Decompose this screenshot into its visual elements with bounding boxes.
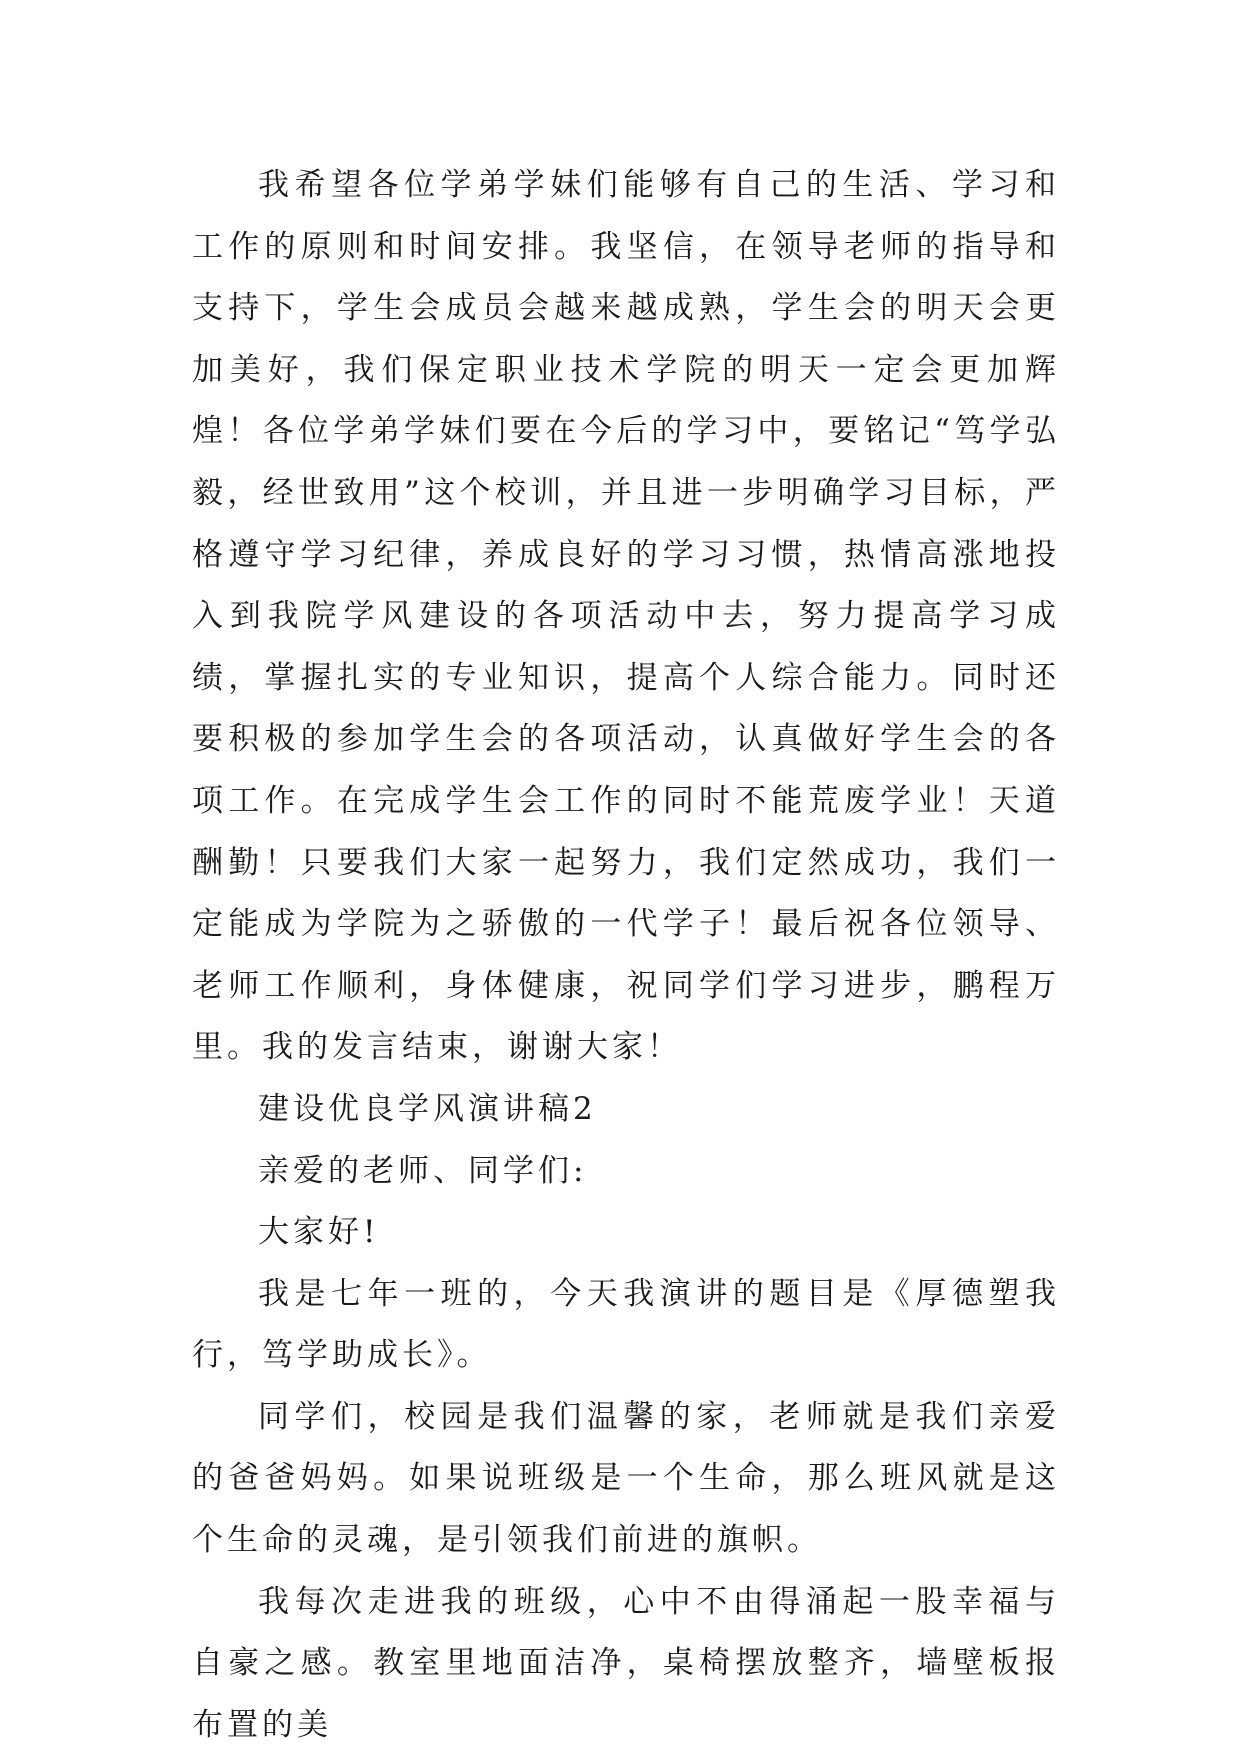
document-body — [192, 155, 1060, 1756]
paragraph-classroom: 我每次走进我的班级，心中不由得涌起一股幸福与自豪之感。教室里地面洁净，桌椅摆放整齐，墙壁板报布置的美 — [192, 1583, 1060, 1743]
salutation: 亲爱的老师、同学们: — [258, 1152, 588, 1189]
paragraph-campus-home: 同学们，校园是我们温馨的家，老师就是我们亲爱的爸爸妈妈。如果说班级是一个生命，那么班风就是这个生命的灵魂，是引领我们前进的旗帜。 — [192, 1398, 1060, 1559]
paragraph-closing-remarks: 我希望各位学弟学妹们能够有自己的生活、学习和工作的原则和时间安排。我坚信，在领导老师的指导和支持下，学生会成员会越来越成熟，学生会的明天会更加美好，我们保定职业技术学院的明天一定会更加辉煌！各位学弟学妹们要在今后的学习中，要铭记“笃学弘毅，经世致用”这个校训，并且进一步明确学习目标，严格遵守学习纪律，养成良好的学习习惯，热情高涨地投入到我院学风建设的各项活动中去，努力提高学习成绩，掌握扎实的专业知识，提高个人综合能力。同时还要积极的参加学生会的各项活动，认真做好学生会的各项工作。在完成学生会工作的同时不能荒废学业！天道酬勤！只要我们大家一起努力，我们定然成功，我们一定能成为学院为之骄傲的一代学子！最后祝各位领导、老师工作顺利，身体健康，祝同学们学习进步，鹏程万里。我的发言结束，谢谢大家！ — [192, 167, 1060, 1066]
paragraph-speech-title: 我是七年一班的，今天我演讲的题目是《厚德塑我行，笃学助成长》。 — [192, 1275, 1060, 1374]
greeting: 大家好! — [258, 1214, 380, 1251]
section-heading: 建设优良学风演讲稿2 — [258, 1090, 597, 1127]
